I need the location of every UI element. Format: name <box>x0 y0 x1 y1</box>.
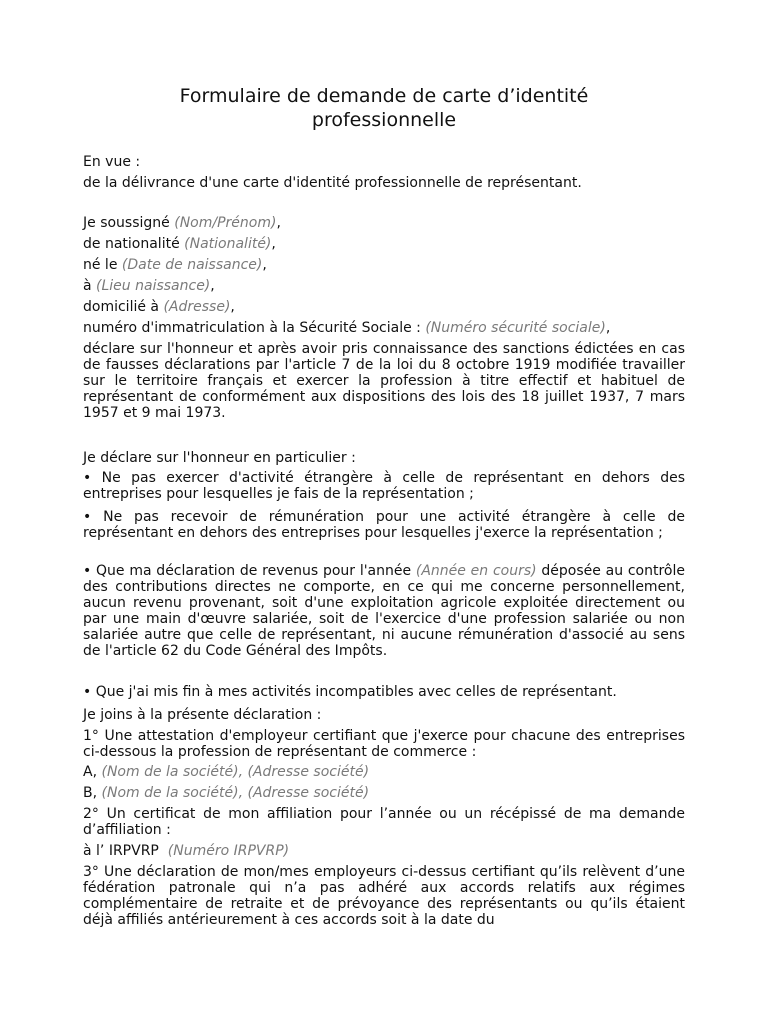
annee-placeholder[interactable]: (Année en cours) <box>415 563 537 579</box>
societe-a-placeholder[interactable]: (Nom de la société), (Adresse société) <box>101 764 370 780</box>
bullet-2: • Ne pas recevoir de rémunération pour une activité étrangère à celle de représentant en dehors des entreprises pour lesquelles j'exerce la représentation ; <box>83 509 685 541</box>
adresse-placeholder[interactable]: (Adresse) <box>163 299 231 315</box>
nationalite-line: de nationalité (Nationalité), <box>83 236 276 252</box>
declaration-paragraph: déclare sur l'honneur et après avoir pris connaissance des sanctions édictées en cas de fausses déclarations par l'article 7 de la loi du 8 octobre 1919 modifiée travailler sur le territoire français et exercer la profession à titre effectif et habituel de représentant de conformément aux dispositions des lois des 18 juillet 1937, 7 mars 1957 et 9 mai 1973. <box>83 341 685 421</box>
societe-b-placeholder[interactable]: (Nom de la société), (Adresse société) <box>101 785 370 801</box>
date-naissance-placeholder[interactable]: (Date de naissance) <box>121 257 263 273</box>
lieu-naissance-line: à (Lieu naissance), <box>83 278 215 294</box>
joins-heading: Je joins à la présente déclaration : <box>83 707 322 723</box>
intro-delivrance: de la délivrance d'une carte d'identité professionnelle de représentant. <box>83 175 582 191</box>
societe-b-line: B, (Nom de la société), (Adresse société) <box>83 785 370 801</box>
title-line-1: Formulaire de demande de carte d’identité <box>179 85 589 107</box>
intro-en-vue: En vue : <box>83 154 141 170</box>
bullet-4: • Que j'ai mis fin à mes activités incompatibles avec celles de représentant. <box>83 684 617 700</box>
soussigne-line: Je soussigné (Nom/Prénom), <box>83 215 281 231</box>
nationalite-placeholder[interactable]: (Nationalité) <box>184 236 272 252</box>
joins-item-1: 1° Une attestation d'employeur certifiant que j'exerce pour chacune des entreprises ci-dessous la profession de représentant de commerce : <box>83 728 685 760</box>
secu-line: numéro d'immatriculation à la Sécurité Sociale : (Numéro sécurité sociale), <box>83 320 611 336</box>
nom-prenom-placeholder[interactable]: (Nom/Prénom) <box>174 215 277 231</box>
bullet-3: • Que ma déclaration de revenus pour l'année (Année en cours) déposée au contrôle des contributions directes ne comporte, en ce qui me concerne personnellement, aucun revenu provenant, soit d'une exploitation agricole exploitée directement ou par une main d'œuvre salariée, soit de l'exercice d'une profession salariée ou non salariée autre que celle de représentant, ni aucune rémunération d'associé au sens de l'article 62 du Code Général des Impôts. <box>83 563 685 659</box>
lieu-naissance-placeholder[interactable]: (Lieu naissance) <box>96 278 211 294</box>
adresse-line: domicilié à (Adresse), <box>83 299 235 315</box>
irpvrp-line: à l’ IRPVRP (Numéro IRPVRP) <box>83 843 290 859</box>
joins-item-3: 3° Une déclaration de mon/mes employeurs ci-dessus certifiant qu’ils relèvent d’une fédération patronale qui n’a pas adhéré aux accords relatifs aux régimes complémentaire de retraite et de prévoyance des représentants ou qu’ils étaient déjà affiliés antérieurement à ces accords soit à la date du <box>83 864 685 928</box>
page-title <box>84 84 684 132</box>
bullet-1: • Ne pas exercer d'activité étrangère à celle de représentant en dehors des entreprises pour lesquelles je fais de la représentation ; <box>83 470 685 502</box>
irpvrp-placeholder[interactable]: (Numéro IRPVRP) <box>167 843 290 859</box>
date-naissance-line: né le (Date de naissance), <box>83 257 267 273</box>
honneur-heading: Je déclare sur l'honneur en particulier : <box>83 450 356 466</box>
societe-a-line: A, (Nom de la société), (Adresse société) <box>83 764 370 780</box>
joins-item-2: 2° Un certificat de mon affiliation pour l’année ou un récépissé de ma demande d’affiliation : <box>83 806 685 838</box>
title-line-2: professionnelle <box>311 109 457 131</box>
secu-placeholder[interactable]: (Numéro sécurité sociale) <box>425 320 606 336</box>
